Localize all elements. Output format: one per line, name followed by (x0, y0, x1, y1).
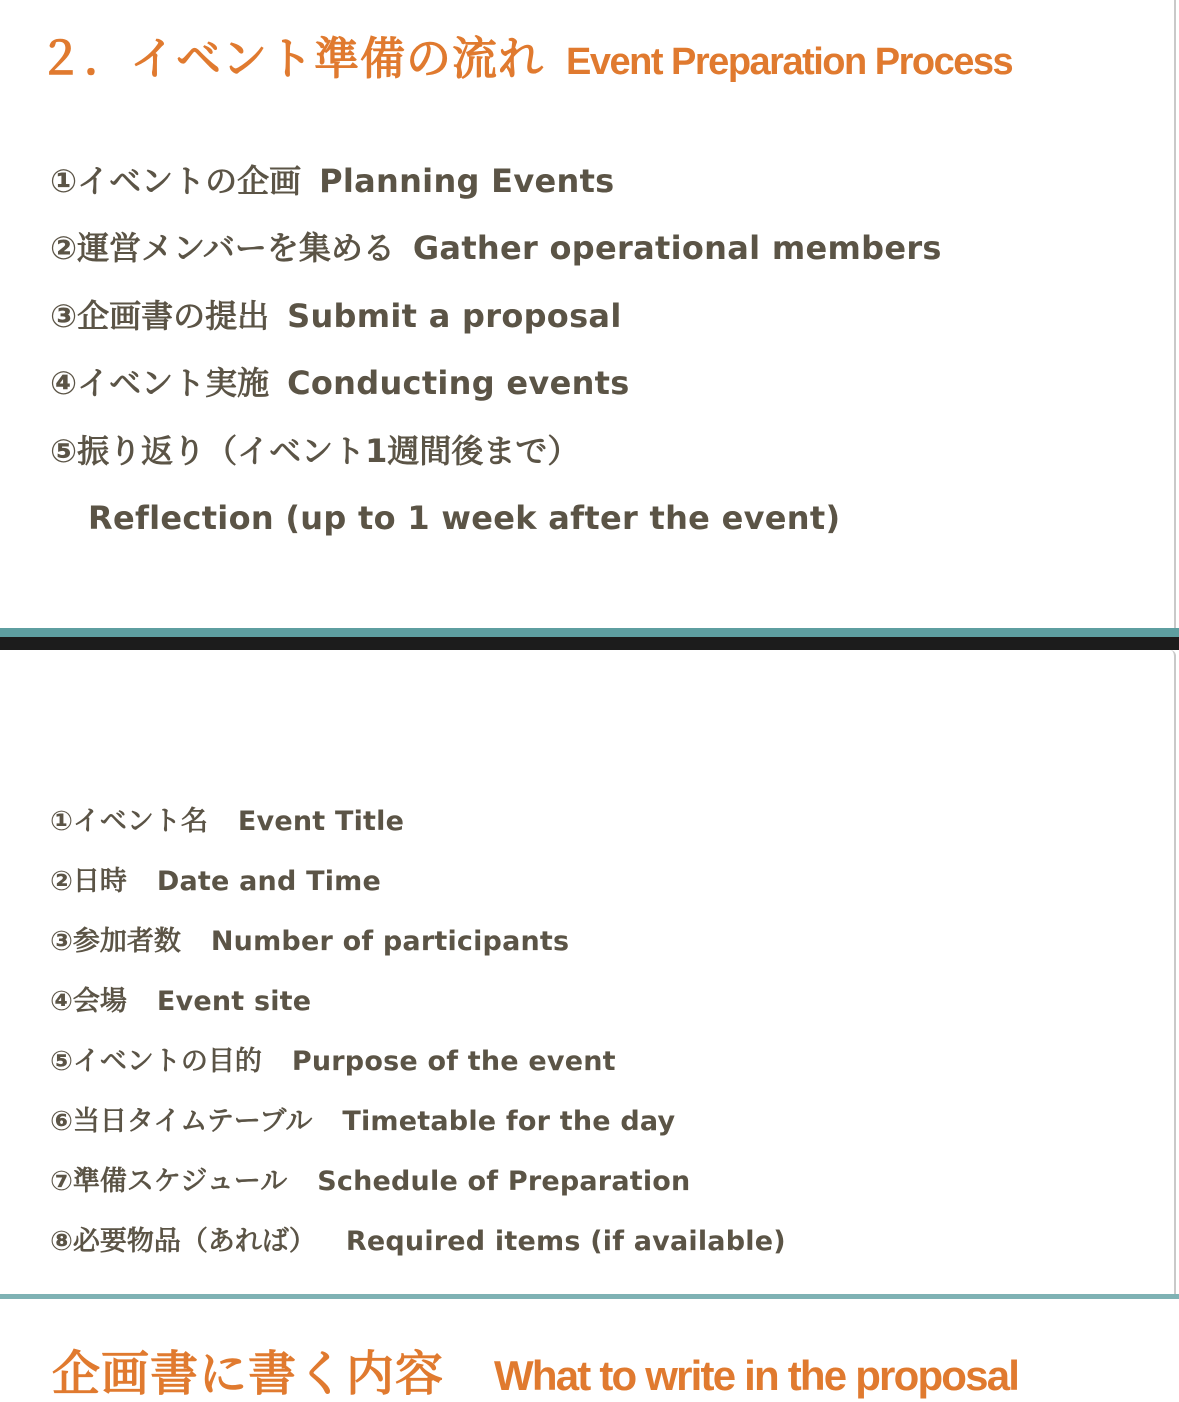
proposal-item-en: Event Title (237, 806, 405, 837)
proposal-item (50, 808, 404, 835)
step-item (50, 364, 630, 402)
step-label-jp: ④イベント実施 (50, 364, 270, 402)
preparation-title (38, 32, 1013, 85)
proposal-item-en: Timetable for the day (342, 1106, 676, 1137)
step-5-english-line: Reflection (up to 1 week after the event) (88, 499, 841, 537)
proposal-item-jp: ②日時 (50, 866, 127, 897)
proposal-item (50, 928, 569, 955)
proposal-item-jp: ④会場 (50, 986, 127, 1017)
proposal-item (50, 1108, 675, 1135)
proposal-item (50, 1048, 616, 1075)
proposal-item (50, 1228, 786, 1255)
step-label-en: Submit a proposal (287, 297, 622, 335)
proposal-item (50, 868, 381, 895)
proposal-item-jp: ⑥当日タイムテーブル (50, 1106, 313, 1137)
step-item (50, 229, 942, 267)
slide-divider-teal (0, 628, 1179, 637)
step-item (50, 162, 615, 200)
preparation-title-jp: ２．イベント準備の流れ (38, 32, 545, 85)
proposal-title-en: What to write in the proposal (494, 1352, 1019, 1399)
proposal-item-jp: ⑧必要物品（あれば） (50, 1226, 316, 1257)
step-label-en: Conducting events (287, 364, 630, 402)
step-label-en: Gather operational members (412, 229, 942, 267)
slide-divider-dark (0, 637, 1179, 650)
proposal-item-jp: ⑦準備スケジュール (50, 1166, 288, 1197)
step-label-en: Planning Events (319, 162, 615, 200)
proposal-item-en: Required items (if available) (345, 1226, 786, 1257)
step-label-jp: ③企画書の提出 (50, 297, 270, 335)
proposal-item-en: Purpose of the event (291, 1046, 616, 1077)
bottom-edge-teal (0, 1294, 1179, 1299)
proposal-item-en: Date and Time (156, 866, 382, 897)
proposal-title-jp: 企画書に書く内容 (52, 1346, 445, 1402)
proposal-item-en: Schedule of Preparation (317, 1166, 691, 1197)
proposal-item-en: Number of participants (210, 926, 570, 957)
proposal-item-en: Event site (156, 986, 312, 1017)
step-label-jp: ②運営メンバーを集める (50, 229, 395, 267)
proposal-title (52, 1346, 1019, 1402)
step-item (50, 432, 580, 470)
proposal-item (50, 988, 311, 1015)
preparation-title-en: Event Preparation Process (566, 41, 1013, 83)
proposal-item-jp: ③参加者数 (50, 926, 181, 957)
step-label-jp: ①イベントの企画 (50, 162, 302, 200)
step-item (50, 297, 622, 335)
proposal-item-jp: ①イベント名 (50, 806, 208, 837)
step-label-jp: ⑤振り返り（イベント1週間後まで） (50, 432, 580, 470)
proposal-item-jp: ⑤イベントの目的 (50, 1046, 262, 1077)
slide-proposal-contents (0, 650, 1176, 1402)
proposal-item (50, 1168, 690, 1195)
slide-event-preparation (0, 0, 1176, 628)
